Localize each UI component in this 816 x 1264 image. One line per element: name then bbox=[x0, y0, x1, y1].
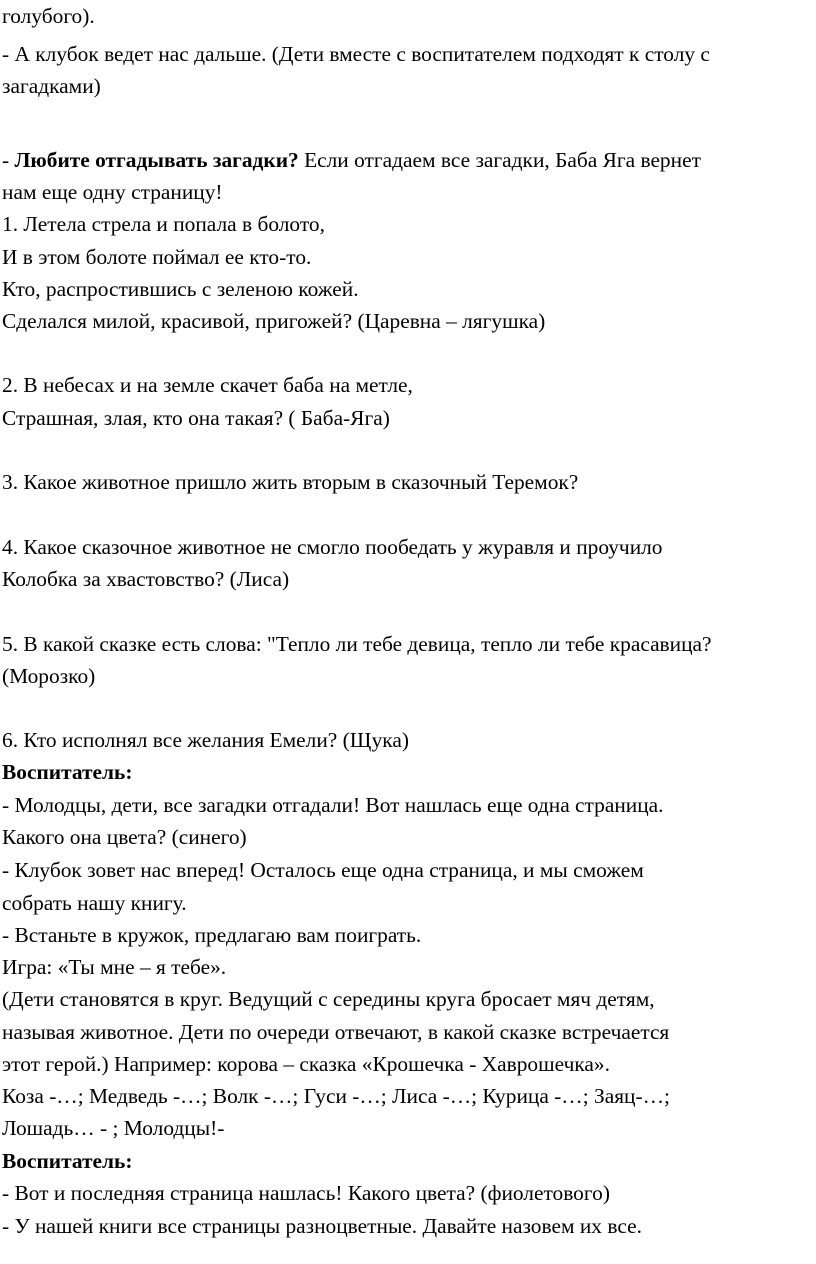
text-line: голубого). bbox=[2, 4, 95, 28]
text-line: - Клубок зовет нас вперед! Осталось еще одна страница, и мы сможем bbox=[2, 858, 644, 882]
text-line: Кто, распростившись с зеленою кожей. bbox=[2, 277, 359, 301]
text-line: - Вот и последняя страница нашлась! Какого цвета? (фиолетового) bbox=[2, 1181, 610, 1205]
text-line: нам еще одну страницу! bbox=[2, 180, 223, 204]
dash: - bbox=[2, 148, 15, 172]
text-line: 3. Какое животное пришло жить вторым в сказочный Теремок? bbox=[2, 470, 579, 494]
speaker-label: Воспитатель: bbox=[2, 760, 133, 784]
text-line: 6. Кто исполнял все желания Емели? (Щука) bbox=[2, 728, 409, 752]
text-line: 2. В небесах и на земле скачет баба на метле, bbox=[2, 373, 413, 397]
text-line: 1. Летела стрела и попала в болото, bbox=[2, 212, 325, 236]
text-line: И в этом болоте поймал ее кто-то. bbox=[2, 245, 312, 269]
text-fragment: Если отгадаем все загадки, Баба Яга вернет bbox=[298, 148, 701, 172]
text-line: собрать нашу книгу. bbox=[2, 891, 187, 915]
text-line: - У нашей книги все страницы разноцветные. Давайте назовем их все. bbox=[2, 1214, 642, 1238]
text-line: - Встаньте в кружок, предлагаю вам поиграть. bbox=[2, 923, 422, 947]
text-line: называя животное. Дети по очереди отвечают, в какой сказке встречается bbox=[2, 1020, 670, 1044]
text-line: Какого она цвета? (синего) bbox=[2, 825, 247, 849]
speaker-label: Воспитатель: bbox=[2, 1149, 133, 1173]
text-line: Сделался милой, красивой, пригожей? (Царевна – лягушка) bbox=[2, 309, 546, 333]
text-line: - Молодцы, дети, все загадки отгадали! Вот нашлась еще одна страница. bbox=[2, 793, 664, 817]
text-line: Лошадь… - ; Молодцы!- bbox=[2, 1116, 225, 1140]
text-line bbox=[2, 144, 701, 176]
text-line: Коза -…; Медведь -…; Волк -…; Гуси -…; Лиса -…; Курица -…; Заяц-…; bbox=[2, 1084, 670, 1108]
text-line: этот герой.) Например: корова – сказка «Крошечка - Хаврошечка». bbox=[2, 1052, 610, 1076]
text-line: 5. В какой сказке есть слова: "Тепло ли тебе девица, тепло ли тебе красавица? bbox=[2, 632, 712, 656]
text-line: Игра: «Ты мне – я тебе». bbox=[2, 955, 227, 979]
text-line: Колобка за хвастовство? (Лиса) bbox=[2, 567, 290, 591]
riddle-question-heading: Любите отгадывать загадки? bbox=[14, 148, 299, 172]
text-line: Страшная, злая, кто она такая? ( Баба-Яга) bbox=[2, 406, 390, 430]
text-line: - А клубок ведет нас дальше. (Дети вместе с воспитателем подходят к столу с bbox=[2, 42, 710, 66]
text-line: (Дети становятся в круг. Ведущий с середины круга бросает мяч детям, bbox=[2, 987, 655, 1011]
text-line: (Морозко) bbox=[2, 664, 96, 688]
text-line: 4. Какое сказочное животное не смогло пообедать у журавля и проучило bbox=[2, 535, 663, 559]
text-line: загадками) bbox=[2, 74, 101, 98]
